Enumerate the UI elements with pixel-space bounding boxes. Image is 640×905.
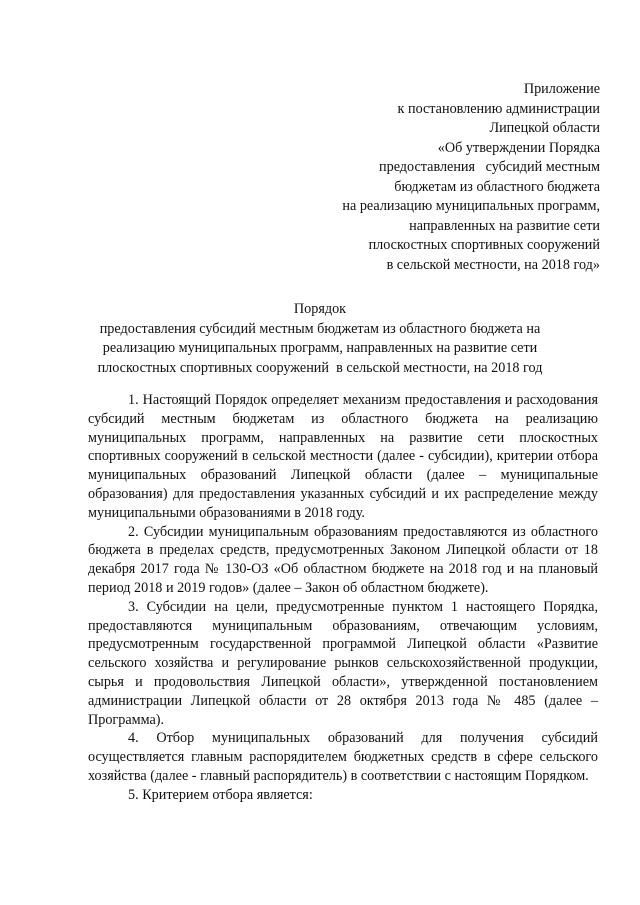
appendix-line: «Об утверждении Порядка — [437, 139, 600, 156]
appendix-line: к постановлению администрации — [397, 100, 600, 117]
document-heading: Порядок — [293, 301, 347, 317]
appendix-line: направленных на развитие сети — [409, 217, 600, 234]
paragraph-1: 1. Настоящий Порядок определяет механизм предоставления и расходования субсидий местным бюджетам из областного бюджета на реализацию муниципальных программ, направленных на развитие сети плоскостных спортивных сооружений в сельской местности (далее - субсидии), критерии отбора муниципальных образований Липецкой области (далее – муниципальные образования) для предоставления указанных субсидий и их распределение между муниципальными образованиями в 2018 году. — [88, 392, 598, 521]
document-subtitle-line: плоскостных спортивных сооружений в сельской местности, на 2018 год — [97, 359, 543, 376]
paragraph-5: 5. Критерием отбора является: — [128, 786, 313, 803]
document-subtitle-line: реализацию муниципальных программ, направленных на развитие сети — [102, 340, 538, 356]
appendix-line: предоставления субсидий местным — [379, 159, 600, 175]
appendix-line: Липецкой области — [489, 120, 600, 136]
document-title-block — [0, 300, 640, 378]
paragraph-3: 3. Субсидии на цели, предусмотренные пунктом 1 настоящего Порядка, предоставляются муниципальным образованиям, отвечающим условиям, предусмотренным государственной программой Липецкой области «Развитие сельского хозяйства и регулирование рынков сельскохозяйственной продукции, сырья и продовольствия Липецкой области», утвержденной постановлением администрации Липецкой области от 28 октября 2013 года № 485 (далее – Программа). — [88, 598, 598, 728]
appendix-line: в сельской местности, на 2018 год» — [386, 256, 600, 273]
paragraph-2: 2. Субсидии муниципальным образованиям предоставляются из областного бюджета в пределах средств, предусмотренных Законом Липецкой области от 18 декабря 2017 года № 130-ОЗ «Об областном бюджете на 2018 год и на плановый период 2018 и 2019 годов» (далее – Закон об областном бюджете). — [88, 523, 598, 596]
appendix-line: плоскостных спортивных сооружений — [368, 237, 600, 253]
document-subtitle-line: предоставления субсидий местным бюджетам из областного бюджета на — [99, 320, 541, 337]
document-body — [88, 391, 598, 805]
appendix-block — [342, 80, 600, 275]
paragraph-4: 4. Отбор муниципальных образований для получения субсидий осуществляется главным распорядителем бюджетных средств в сфере сельского хозяйства (далее - главный распорядитель) в соответствии с настоящим Порядком. — [88, 730, 598, 784]
appendix-line: бюджетам из областного бюджета — [394, 178, 600, 195]
appendix-line: Приложение — [523, 81, 600, 97]
appendix-line: на реализацию муниципальных программ, — [342, 198, 600, 214]
